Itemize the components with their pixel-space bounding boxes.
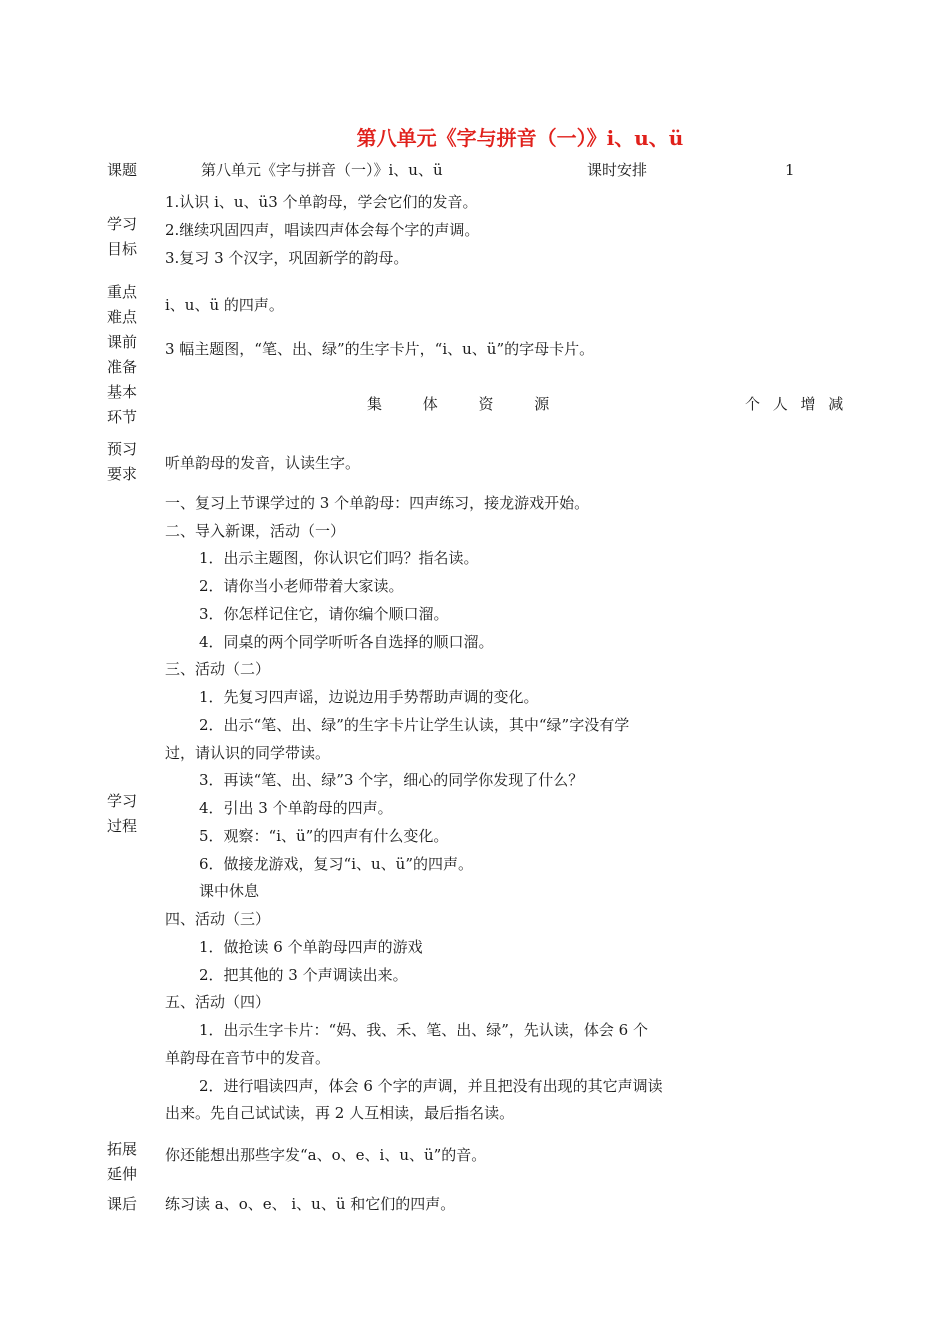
label-key-points-2: 难点 [107,308,138,326]
process-line: 2．请你当小老师带着大家读。 [199,577,404,595]
process-line: 2．把其他的 3 个声调读出来。 [199,966,408,984]
process-line: 五、活动（四） [165,993,271,1011]
process-line: 4．同桌的两个同学听听各自选择的顺口溜。 [199,633,494,651]
process-line: 单韵母在音节中的发音。 [165,1049,331,1067]
label-lesson-topic: 课题 [107,161,138,179]
after-class-text: 练习读 a、o、e、 i、u、ü 和它们的四声。 [165,1195,456,1213]
process-line: 1．出示生字卡片：“妈、我、禾、笔、出、绿”，先认读，体会 6 个 [199,1021,648,1039]
goal-item: 2.继续巩固四声，唱读四声体会每个字的声调。 [165,221,480,239]
label-prep-2: 准备 [107,358,138,376]
lesson-topic: 第八单元《字与拼音（一）》i、u、ü [201,161,443,179]
process-line: 三、活动（二） [165,660,271,678]
process-line: 四、活动（三） [165,910,271,928]
collective-resources-heading: 集 体 资 源 [367,395,568,413]
process-line: 过，请认识的同学带读。 [165,744,331,762]
process-line: 1．先复习四声谣，边说边用手势帮助声调的变化。 [199,688,539,706]
process-line: 5．观察：“i、ü”的四声有什么变化。 [199,827,449,845]
label-process-1: 学习 [107,792,138,810]
process-line: 出来。先自己试试读，再 2 人互相读，最后指名读。 [165,1104,515,1122]
label-extension-2: 延伸 [107,1165,138,1183]
process-line: 3．再读“笔、出、绿”3 个字，细心的同学你发现了什么？ [199,771,584,789]
label-process-2: 过程 [107,817,138,835]
key-points-text: i、u、ü 的四声。 [165,296,284,314]
goal-item: 3.复习 3 个汉字，巩固新学的韵母。 [165,249,409,267]
process-line: 1．做抢读 6 个单韵母四声的游戏 [199,938,423,956]
label-extension-1: 拓展 [107,1140,138,1158]
process-line: 二、导入新课，活动（一） [165,522,346,540]
label-after-class: 课后 [107,1195,138,1213]
label-preview-1: 预习 [107,440,138,458]
process-line: 3．你怎样记住它，请你编个顺口溜。 [199,605,449,623]
process-line: 2．进行唱读四声，体会 6 个字的声调，并且把没有出现的其它声调读 [199,1077,663,1095]
label-key-points-1: 重点 [107,283,138,301]
label-hours: 课时安排 [587,161,648,179]
extension-text: 你还能想出那些字发“a、o、e、i、u、ü”的音。 [165,1146,487,1164]
process-line: 6．做接龙游戏，复习“i、u、ü”的四声。 [199,855,474,873]
page-title: 第八单元《字与拼音（一）》i、u、ü [356,126,684,150]
label-basic-2: 环节 [107,408,138,426]
goal-item: 1.认识 i、u、ü3 个单韵母，学会它们的发音。 [165,193,478,211]
process-line: 1．出示主题图，你认识它们吗？指名读。 [199,549,479,567]
label-basic-1: 基本 [107,383,138,401]
label-prep-1: 课前 [107,333,138,351]
process-line: 一、复习上节课学过的 3 个单韵母：四声练习，接龙游戏开始。 [165,494,590,512]
preview-text: 听单韵母的发音，认读生字。 [165,454,361,472]
label-preview-2: 要求 [107,465,138,483]
prep-text: 3 幅主题图，“笔、出、绿”的生字卡片，“i、u、ü”的字母卡片。 [165,340,595,358]
process-line: 2．出示“笔、出、绿”的生字卡片让学生认读，其中“绿”字没有学 [199,716,630,734]
label-goals-1: 学习 [107,215,138,233]
hours-value: 1 [785,161,795,179]
process-line: 课中休息 [199,882,260,900]
label-goals-2: 目标 [107,240,138,258]
personal-adjustments-heading: 个 人 增 减 [745,395,848,413]
process-line: 4．引出 3 个单韵母的四声。 [199,799,393,817]
